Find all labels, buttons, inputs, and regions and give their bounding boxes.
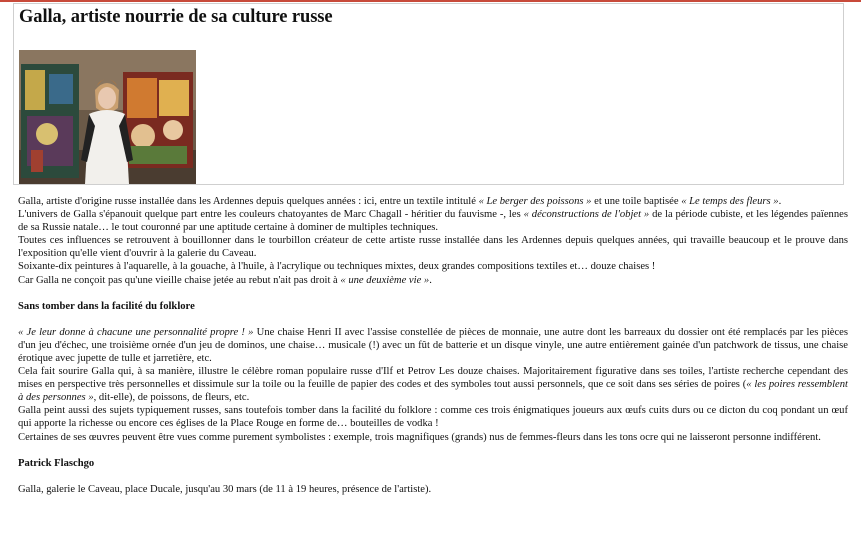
artist-with-paintings-image xyxy=(19,50,196,184)
article-header-box xyxy=(13,3,844,185)
page-title: Galla, artiste nourrie de sa culture russe xyxy=(19,7,333,27)
paragraph-works: Soixante-dix peintures à l'aquarelle, à la gouache, à l'huile, à l'acrylique ou techniques mixtes, deux grandes compositions textiles et… douze chaises ! xyxy=(18,261,656,273)
paragraph-chagall: L'univers de Galla s'épanouit quelque part entre les couleurs chatoyantes de Marc Chagall - héritier du fauvisme -, les « déconstructions de l'objet » de la période cubiste, et les légendes païennes de sa Russie natale… le tout couronné par une aptitude certaine à dominer de multiples techniques. xyxy=(18,209,848,234)
paragraph-influences: Toutes ces influences se retrouvent à bouillonner dans le tourbillon créateur de cette artiste russe installée dans les Ardennes depuis quelques années, qui travaille beaucoup et le prouve dans l'exposition qu'elle vient d'ouvrir à la galerie du Caveau. xyxy=(18,235,848,260)
section-heading: Sans tomber dans la facilité du folklore xyxy=(18,300,195,312)
paragraph-intro: Galla, artiste d'origine russe installée dans les Ardennes depuis quelques années : ici, entre un textile intitulé « Le berger des poissons » et une toile baptisée « Le temps des fleurs ». xyxy=(18,196,782,207)
paragraph-novel: Cela fait sourire Galla qui, à sa manière, illustre le célèbre roman populaire russe d'Ilf et Petrov Les douze chaises. Majoritairement figurative dans ses toiles, l'artiste recherche cependant des mises en perspective très personnelles et dissimule sur la toile ou la feuille de papier des codes et des symboles tout aussi personnels, que ce soit dans ses séries de poires (« les poires ressemblent à des personnes », dit-elle), de poissons, de fleurs, etc. xyxy=(18,366,848,404)
exhibition-info: Galla, galerie le Caveau, place Ducale, jusqu'au 30 mars (de 11 à 19 heures, présence de l'artiste). xyxy=(18,483,432,495)
paragraph-quote: « Je leur donne à chacune une personnalité propre ! » Une chaise Henri II avec l'assise constellée de pièces de monnaie, une autre dont les barreaux du dossier ont été remplacés par les pièces d'un jeu d'échec, une troisième ornée d'un jeu de dominos, une chaise… musicale (!) avec un fût de batterie et un disque vinyle, une autre entièrement gainée d'un patchwork de tissus, une chaise érotique avec jupette de tulle et jarretière, etc. xyxy=(18,326,848,364)
top-rule xyxy=(0,0,861,2)
paragraph-chairs: Car Galla ne conçoit pas qu'une vieille chaise jetée au rebut n'ait pas droit à « une deuxième vie ». xyxy=(18,274,432,286)
article-body xyxy=(18,195,848,496)
author-name: Patrick Flaschgo xyxy=(18,457,95,469)
artist-photo xyxy=(19,50,196,184)
paragraph-russian-subjects: Galla peint aussi des sujets typiquement russes, sans toutefois tomber dans la facilité du folklore : comme ces trois énigmatiques joueurs aux œufs cuits durs ou ce dicton du coq pondant un œuf qui apporte la richesse ou encore ces églises de la Place Rouge en forme de… bouteilles de vodka ! xyxy=(18,405,848,430)
paragraph-symbolist: Certaines de ses œuvres peuvent être vues comme purement symbolistes : exemple, trois magnifiques (grands) nus de femmes-fleurs dans les tons ocre qui ne laisseront personne indifférent. xyxy=(18,431,821,443)
